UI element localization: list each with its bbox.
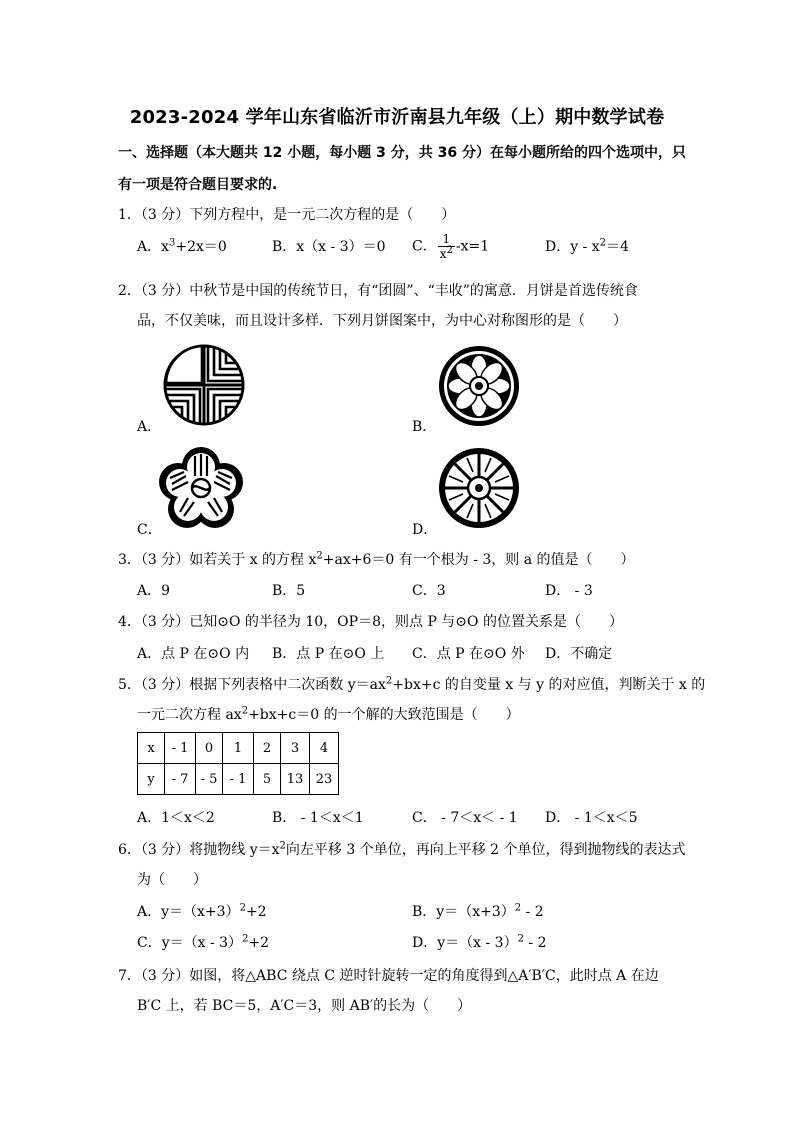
q6-option-d: D．y＝（x - 3）$^2$ - 2 (412, 933, 547, 951)
page-title: 2023-2024 学年山东省临沂市沂南县九年级（上）期中数学试卷 (129, 107, 665, 128)
table-cell: y (138, 764, 165, 795)
mooncake-pattern-b-image (437, 344, 521, 428)
q5-option-c: C． - 7＜x＜ - 1 (412, 810, 518, 826)
mooncake-pattern-a-image (162, 344, 246, 426)
section-instructions-line2: 有一项是符合题目要求的. (118, 177, 278, 193)
table-cell: 1 (223, 733, 254, 764)
q4-option-d: D．不确定 (545, 646, 613, 662)
q3-option-a: A．9 (137, 583, 171, 599)
table-cell: x (138, 733, 165, 764)
q2-label-c: C． (137, 522, 162, 538)
table-cell: - 1 (223, 764, 254, 795)
q7-stem-line1: 7．（3 分）如图，将△ABC 绕点 C 逆时针旋转一定的角度得到△A′B′C，此时点 A 在边 (118, 968, 659, 984)
q5-value-table (137, 732, 339, 795)
q1-stem: 1．（3 分）下列方程中，是一元二次方程的是（ ） (118, 207, 456, 223)
q2-label-a: A． (137, 419, 162, 435)
mooncake-pattern-d-image (437, 446, 521, 530)
table-cell: - 7 (165, 764, 196, 795)
q6-option-b: B．$y=(x+3)^2 - 2$ (412, 902, 544, 920)
q1-option-b: B．x（x - 3）＝0 (272, 239, 386, 255)
q4-stem: 4．（3 分）已知⊙O 的半径为 10，OP＝8，则点 P 与⊙O 的位置关系是（ ） (118, 614, 623, 630)
q7-stem-line2: B′C 上，若 BC＝5，A′C＝3，则 AB′的长为（ ） (137, 998, 472, 1014)
table-cell: 23 (310, 764, 339, 795)
table-cell: 0 (196, 733, 223, 764)
table-row (138, 733, 339, 764)
table-cell: - 1 (165, 733, 196, 764)
q3-option-b: B．5 (272, 583, 306, 599)
q2-stem-line1: 2．（3 分）中秋节是中国的传统节日，有“团圆”、“丰收”的寓意．月饼是首选传统食 (118, 283, 638, 299)
q5-stem-line2: 一元二次方程 $ax^2+bx+c=0$ 的一个解的大致范围是（ ） (137, 705, 520, 723)
q4-option-a: A．点 P 在⊙O 内 (137, 646, 250, 662)
q5-option-a: A．1＜x＜2 (137, 810, 215, 826)
q5-stem-line1: 5．（3 分）根据下列表格中二次函数 $y=ax^2+bx+c$ 的自变量 x 与 y 的对应值，判断关于 x 的 (118, 675, 706, 693)
q5-option-d: D． - 1＜x＜5 (545, 810, 638, 826)
q2-stem-line2: 品，不仅美味，而且设计多样．下列月饼图案中，为中心对称图形的是（ ） (137, 313, 627, 329)
q3-option-d: D． - 3 (545, 583, 593, 599)
table-cell: 3 (281, 733, 310, 764)
table-row (138, 764, 339, 795)
table-cell: 13 (281, 764, 310, 795)
fraction: $\frac{1}{x^2}$ (439, 232, 453, 261)
q6-stem-line2: 为（ ） (137, 872, 207, 888)
table-cell: 5 (254, 764, 281, 795)
q6-option-c: C．y＝（x - 3）$^2$+2 (137, 933, 270, 951)
q2-label-d: D． (412, 522, 438, 538)
q1-option-a: A．$x^3+2x=0$ (137, 237, 227, 255)
mooncake-pattern-c-image (158, 446, 244, 530)
q1-option-c: C． $\frac{1}{x^2}$ -x=1 (412, 232, 490, 261)
q1-option-d: D．$y - x^2=4$ (545, 237, 629, 255)
section-instructions-line1: 一、选择题（本大题共 12 小题，每小题 3 分，共 36 分）在每小题所给的四个选项中，只 (118, 145, 686, 161)
table-cell: 4 (310, 733, 339, 764)
q6-stem-line1: 6．（3 分）将抛物线 $y=x^2$向左平移 3 个单位，再向上平移 2 个单位，得到抛物线的表达式 (118, 840, 686, 858)
table-cell: 2 (254, 733, 281, 764)
q5-option-b: B． - 1＜x＜1 (272, 810, 364, 826)
table-cell: - 5 (196, 764, 223, 795)
q4-option-c: C．点 P 在⊙O 外 (412, 646, 525, 662)
q3-option-c: C．3 (412, 583, 446, 599)
q2-label-b: B． (412, 419, 437, 435)
q3-stem: 3．（3 分）如若关于 x 的方程 $x^2+ax+6=0$ 有一个根为 - 3，则 a 的值是（ ） (118, 550, 635, 568)
q6-option-a: A．$y=(x+3)^2+2$ (137, 902, 267, 920)
q4-option-b: B．点 P 在⊙O 上 (272, 646, 385, 662)
